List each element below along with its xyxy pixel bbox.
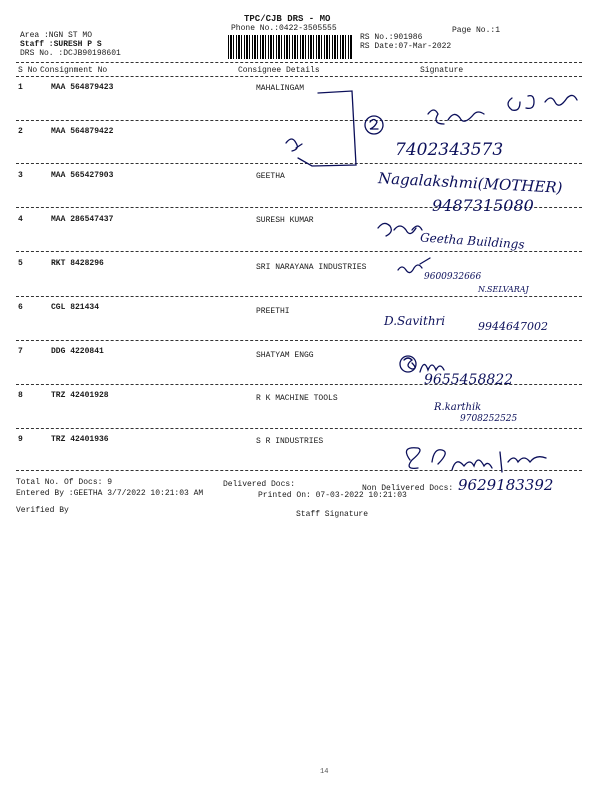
row-consignee: MAHALINGAM xyxy=(256,84,305,93)
page-number: Page No.:1 xyxy=(452,26,501,35)
document-title: TPC/CJB DRS - MO xyxy=(244,14,331,24)
row-consignment: DDG 4220841 xyxy=(51,347,104,356)
handwritten-phone: 9487315080 xyxy=(432,196,534,215)
row-consignment: MAA 565427903 xyxy=(51,171,114,180)
signature-scribble xyxy=(428,110,484,124)
col-consignee: Consignee Details xyxy=(238,66,320,75)
row-sno: 6 xyxy=(18,303,23,312)
entered-by: Entered By :GEETHA 3/7/2022 10:21:03 AM xyxy=(16,489,204,498)
col-signature: Signature xyxy=(420,66,464,75)
rs-number: RS No.:901986 xyxy=(360,33,423,42)
drs-number: DRS No. :DCJB90198601 xyxy=(20,49,121,58)
signature-scribble xyxy=(398,258,430,273)
row-consignee: S R INDUSTRIES xyxy=(256,437,324,446)
row-sno: 7 xyxy=(18,347,23,356)
row-sno: 5 xyxy=(18,259,23,268)
row-consignee: GEETHA xyxy=(256,172,285,181)
row-consignee: SHATYAM ENGG xyxy=(256,351,314,360)
handwritten-name: D.Savithri xyxy=(384,314,446,328)
handwritten-phone: 9944647002 xyxy=(478,320,548,333)
handwritten-text: Geetha Buildings xyxy=(419,230,525,252)
area-label: Area :NGN ST MO xyxy=(20,31,93,40)
handwritten-phone: 9600932666 xyxy=(424,272,482,282)
signature-scribble xyxy=(508,95,577,110)
delivered-docs: Delivered Docs: xyxy=(223,480,296,489)
row-consignee: SRI NARAYANA INDUSTRIES xyxy=(256,263,367,272)
page-footer-mark: 14 xyxy=(320,768,329,776)
row-consignment: TRZ 42401928 xyxy=(51,391,109,400)
staff-signature: Staff Signature xyxy=(296,510,369,519)
handwritten-phone: 9708252525 xyxy=(460,414,518,424)
total-docs: Total No. Of Docs: 9 xyxy=(16,478,113,487)
printed-on: Printed On: 07-03-2022 10:21:03 xyxy=(258,491,407,500)
ink-stroke xyxy=(370,120,378,130)
handwritten-name: N.SELVARAJ xyxy=(478,285,529,294)
row-sno: 1 xyxy=(18,83,23,92)
ink-stroke xyxy=(404,358,415,369)
row-sno: 2 xyxy=(18,127,23,136)
row-consignment: MAA 286547437 xyxy=(51,215,114,224)
phone-number: Phone No.:0422-3505555 xyxy=(231,24,337,33)
non-delivered-docs: Non Delivered Docs: xyxy=(362,484,454,493)
row-consignee: PREETHI xyxy=(256,307,290,316)
signature-scribble xyxy=(406,448,546,472)
signature-scribble xyxy=(378,223,422,236)
row-consignment: MAA 564879423 xyxy=(51,83,114,92)
handwritten-phone: 9629183392 xyxy=(458,476,554,494)
row-sno: 4 xyxy=(18,215,23,224)
row-consignment: CGL 821434 xyxy=(51,303,100,312)
row-consignment: RKT 8428296 xyxy=(51,259,104,268)
row-consignee: SURESH KUMAR xyxy=(256,216,314,225)
row-sno: 3 xyxy=(18,171,23,180)
row-sno: 8 xyxy=(18,391,23,400)
col-sno: S No xyxy=(18,66,38,75)
signature-scribble xyxy=(420,364,444,372)
ink-stroke xyxy=(298,91,356,166)
row-sno: 9 xyxy=(18,435,23,444)
row-consignee: R K MACHINE TOOLS xyxy=(256,394,338,403)
handwritten-name: Nagalakshmi(MOTHER) xyxy=(377,169,563,197)
handwritten-name: R.karthik xyxy=(434,402,482,413)
handwritten-phone: 7402343573 xyxy=(395,140,504,160)
row-consignment: TRZ 42401936 xyxy=(51,435,109,444)
row-consignment: MAA 564879422 xyxy=(51,127,114,136)
staff-label: Staff :SURESH P S xyxy=(20,40,102,49)
verified-by: Verified By xyxy=(16,506,69,515)
handwritten-phone: 9655458822 xyxy=(424,372,514,388)
rs-date: RS Date:07-Mar-2022 xyxy=(360,42,452,51)
circle-mark xyxy=(365,116,383,134)
col-consignment: Consignment No xyxy=(40,66,108,75)
ink-stroke xyxy=(286,139,302,151)
